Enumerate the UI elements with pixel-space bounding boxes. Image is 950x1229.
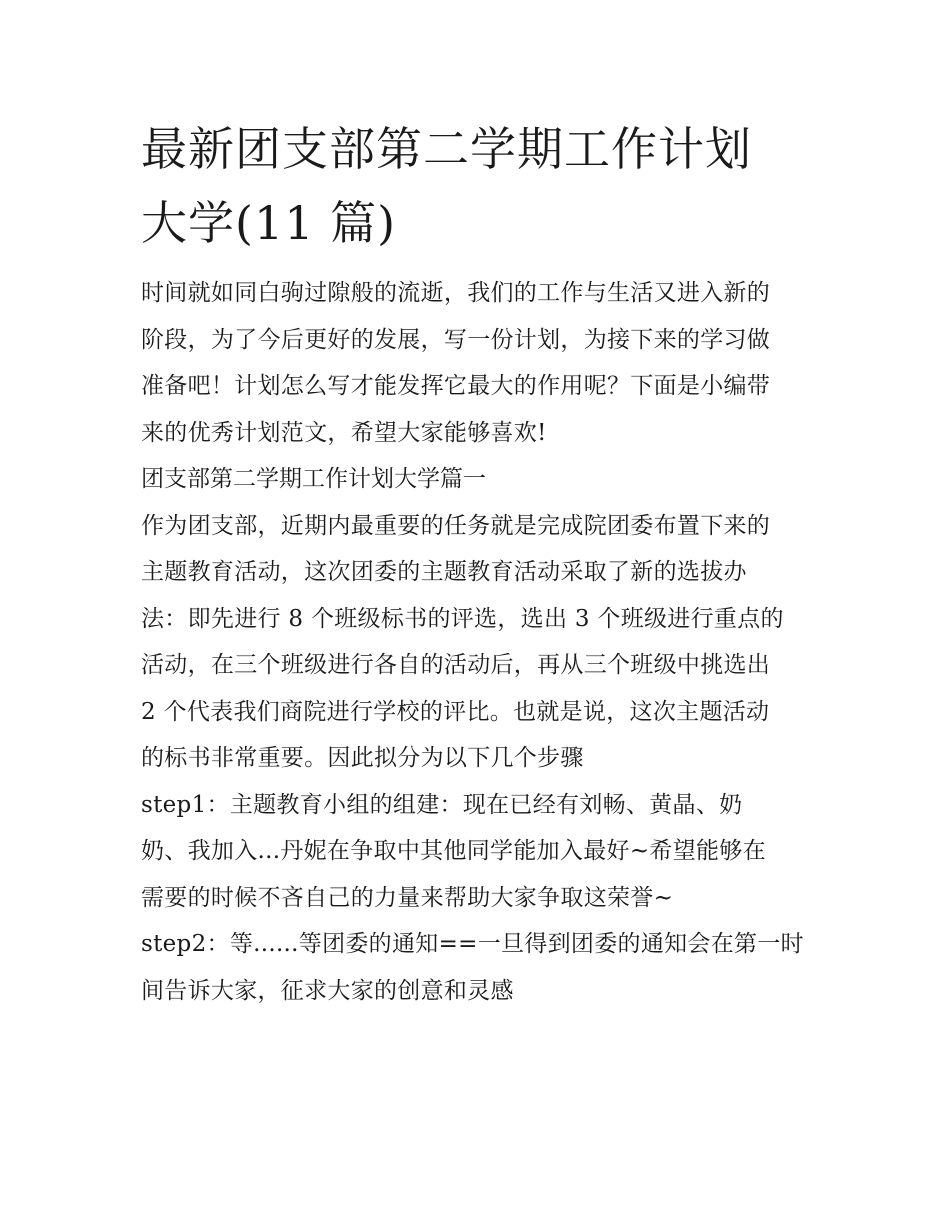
body-line: 的标书非常重要。因此拟分为以下几个步骤 [141,745,584,771]
body-line: 作为团支部，近期内最重要的任务就是完成院团委布置下来的 [141,512,771,539]
body-line: 活动，在三个班级进行各自的活动后，再从三个班级中挑选出 [141,652,771,678]
step1-line: 奶、我加入...丹妮在争取中其他同学能加入最好~希望能够在 [141,838,766,864]
document-page [141,112,821,1014]
intro-line: 时间就如同白驹过隙般的流逝，我们的工作与生活又进入新的 [141,280,771,306]
body-paragraph [141,503,821,782]
body-line: 法：即先进行 8 个班级标书的评选，选出 3 个班级进行重点的 [141,605,784,632]
title-line-1: 最新团支部第二学期工作计划 [141,122,752,176]
title-line-2: 大学(11 篇) [141,196,397,250]
intro-line: 准备吧！计划怎么写才能发挥它最大的作用呢？下面是小编带 [141,373,771,399]
body-line: 主题教育活动，这次团委的主题教育活动采取了新的选拔办 [141,559,747,585]
step1-line: 需要的时候不吝自己的力量来帮助大家争取这荣誉~ [141,884,674,911]
step2-paragraph [141,921,821,1014]
intro-line: 阶段，为了今后更好的发展，写一份计划，为接下来的学习做 [141,326,771,353]
intro-paragraph [141,270,821,456]
section-heading: 团支部第二学期工作计划大学篇一 [141,466,486,492]
body-line: 2 个代表我们商院进行学校的评比。也就是说，这次主题活动 [141,698,770,725]
intro-line: 来的优秀计划范文，希望大家能够喜欢! [141,419,547,446]
step2-line: 间告诉大家，征求大家的创意和灵感 [141,977,514,1004]
document-title [141,112,821,260]
step1-paragraph [141,782,821,922]
step1-line: step1：主题教育小组的组建：现在已经有刘畅、黄晶、奶 [141,791,743,818]
step2-line: step2：等......等团委的通知==一旦得到团委的通知会在第一时 [141,931,804,957]
